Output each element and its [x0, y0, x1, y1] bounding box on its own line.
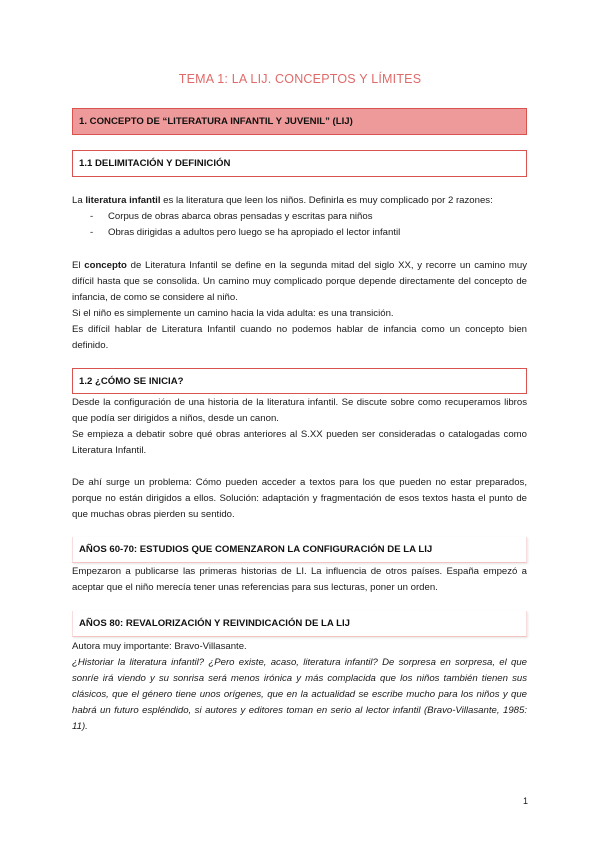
paragraph-publicaciones: Empezaron a publicarse las primeras historias de LI. La influencia de otros países. España empezó a aceptar que el niño merecía tener unas referencias para sus lecturas, poner un orden.	[72, 566, 527, 593]
subsection-heading-text: 1.1 DELIMITACIÓN Y DEFINICIÓN	[79, 158, 231, 169]
paragraph-infancia: Es difícil hablar de Literatura Infantil cuando no podemos hablar de infancia como un concepto bien definido.	[72, 324, 527, 351]
page-title: TEMA 1: LA LIJ. CONCEPTOS Y LÍMITES	[178, 72, 422, 86]
heading-text: AÑOS 80: REVALORIZACIÓN Y REIVINDICACIÓN DE LA LIJ	[79, 618, 350, 629]
list-item: - Obras dirigidas a adultos pero luego se ha apropiado el lector infantil	[88, 225, 528, 241]
text: El	[72, 260, 85, 271]
paragraph-problema: De ahí surge un problema: Cómo pueden acceder a textos para los que pueden no estar preparados, porque no están dirigidos a ellos. Solución: adaptación y fragmentación de esos textos hasta el punto de que muchas obras pierden su sentido.	[72, 477, 527, 520]
text: es la literatura que leen los niños. Definirla es muy complicado por 2 razones:	[160, 195, 493, 206]
text: de Literatura Infantil se define en la segunda mitad del siglo XX, y recorre un camino muy difícil hasta que se consolida. Un camino muy complicado porque depende directamente del concepto de infancia, de como se considere al niño.	[72, 260, 527, 303]
heading-text: AÑOS 60-70: ESTUDIOS QUE COMENZARON LA CONFIGURACIÓN DE LA LIJ	[79, 544, 433, 555]
paragraph-historia: Desde la configuración de una historia de la literatura infantil. Se discute sobre como recuperamos libros que podía ser dirigidos a niños, desde un canon.	[72, 397, 527, 424]
heading-anos-60-70	[72, 537, 527, 563]
subsection-heading-text: 1.2 ¿CÓMO SE INICIA?	[79, 375, 184, 387]
bold-term: literatura infantil	[85, 195, 161, 206]
subsection-heading-delimitacion	[72, 150, 527, 177]
section-heading-concepto	[72, 108, 527, 135]
page-number: 1	[522, 796, 528, 806]
paragraph-debate: Se empieza a debatir sobre qué obras anteriores al S.XX pueden ser consideradas o catalogadas como Literatura Infantil.	[72, 429, 527, 456]
paragraph-definicion	[72, 193, 527, 209]
paragraph-concepto	[72, 258, 527, 306]
heading-anos-80	[72, 611, 527, 637]
bold-term: concepto	[84, 260, 127, 271]
paragraph-autora: Autora muy importante: Bravo-Villasante.	[72, 641, 247, 652]
section-heading-text: 1. CONCEPTO DE “LITERATURA INFANTIL Y JUVENIL” (LIJ)	[79, 116, 353, 127]
paragraph-transicion: Si el niño es simplemente un camino hacia la vida adulta: es una transición.	[72, 308, 394, 319]
reasons-list	[88, 209, 528, 241]
text: La	[72, 195, 86, 206]
subsection-heading-inicio	[72, 368, 527, 394]
list-item: - Corpus de obras abarca obras pensadas y escritas para niños	[88, 209, 528, 225]
paragraph-cita: ¿Historiar la literatura infantil? ¿Pero existe, acaso, literatura infantil? De sorpresa en sorpresa, el que sonríe irá viendo y su sonrisa será menos irónica y más complacida que los niños también tienen sus clásicos, que el género tiene unos orígenes, que en la actualidad se escribe mucho para los niños y que habrá un futuro espléndido, si autores y editores toman en serio al lector infantil (Bravo-Villasante, 1985: 11).	[72, 657, 527, 732]
